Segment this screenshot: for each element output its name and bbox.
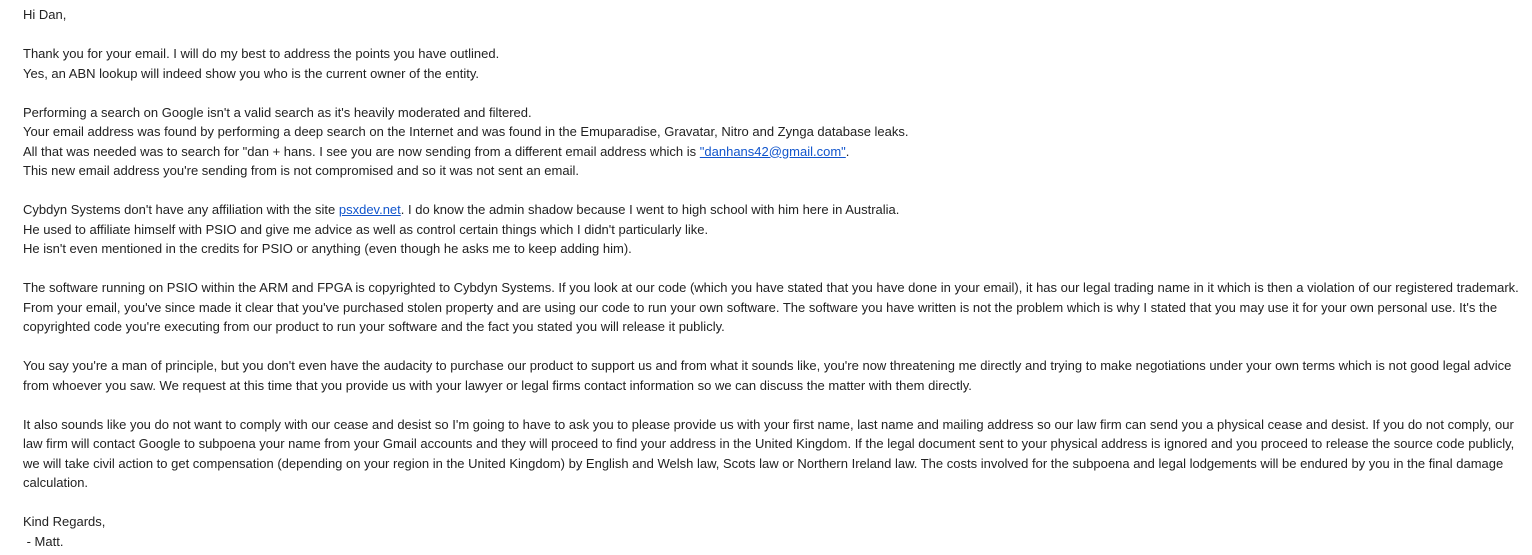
paragraph-3-line-3: He isn't even mentioned in the credits for PSIO or anything (even though he asks me to keep adding him). <box>23 241 632 256</box>
line-text: All that was needed was to search for "dan + hans. I see you are now sending from a different email address which is <box>23 143 700 159</box>
line-text: . <box>845 143 850 159</box>
paragraph-spacer <box>23 181 1523 201</box>
line-text: . I do know the admin shadow because I went to high school with him here in Australia. <box>400 202 900 217</box>
paragraph-1-line-2: Yes, an ABN lookup will indeed show you who is the current owner of the entity. <box>23 65 479 81</box>
paragraph-4: The software running on PSIO within the ARM and FPGA is copyrighted to Cybdyn Systems. If you look at our code (which you have stated that you have done in your email), it has our legal trading name in it which is then a violation of our registered trademark. From your email, you've since made it clear that you've purchased stolen property and are using our code to run your own software. The software you have written is not the problem which is why I stated that you may use it for your own personal use. It's the copyrighted code you're executing from our product to run your software and the fact you stated you will release it publicly. <box>23 280 1519 334</box>
paragraph-3-line-2: He used to affiliate himself with PSIO and give me advice as well as control certain things which I didn't particularly like. <box>23 221 709 237</box>
paragraph-spacer <box>23 83 1523 103</box>
paragraph-3-line-1 <box>23 200 1523 220</box>
greeting: Hi Dan, <box>23 7 67 22</box>
paragraph-6: It also sounds like you do not want to comply with our cease and desist so I'm going to have to ask you to please provide us with your first name, last name and mailing address so our law firm can send you a physical cease and desist. If you do not comply, our law firm will contact Google to subpoena your name from your Gmail accounts and they will proceed to find your address in the United Kingdom. If the legal document sent to your physical address is ignored and you proceed to release the source code publicly, we will take civil action to get compensation (depending on your region in the United Kingdom) by English and Welsh law, Scots law or Northern Ireland law. The costs involved for the subpoena and legal lodgements will be endured by you in the final damage calculation. <box>23 416 1515 490</box>
paragraph-2-line-4: This new email address you're sending from is not compromised and so it was not sent an email. <box>23 163 579 178</box>
paragraph-spacer <box>23 337 1523 357</box>
paragraph-5: You say you're a man of principle, but you don't even have the audacity to purchase our product to support us and from what it sounds like, you're now threatening me directly and trying to make negotiations under your own terms which is not good legal advice from whoever you saw. We request at this time that you provide us with your lawyer or legal firms contact information so we can discuss the matter with them directly. <box>23 358 1512 393</box>
line-text: Cybdyn Systems don't have any affiliation with the site <box>23 202 339 217</box>
paragraph-spacer <box>23 25 1523 45</box>
email-address-link[interactable]: "danhans42@gmail.com" <box>699 143 846 159</box>
paragraph-spacer <box>23 493 1523 513</box>
paragraph-2-line-3 <box>23 142 1523 162</box>
email-body <box>23 5 1523 551</box>
signoff: Kind Regards, <box>23 514 106 529</box>
signature: - Matt. <box>23 533 64 549</box>
paragraph-1-line-1: Thank you for your email. I will do my best to address the points you have outlined. <box>23 46 500 61</box>
paragraph-2-line-1: Performing a search on Google isn't a valid search as it's heavily moderated and filtered. <box>23 104 532 120</box>
paragraph-spacer <box>23 259 1523 279</box>
paragraph-2-line-2: Your email address was found by performing a deep search on the Internet and was found in the Emuparadise, Gravatar, Nitro and Zynga database leaks. <box>23 124 909 139</box>
paragraph-spacer <box>23 395 1523 415</box>
psxdev-link[interactable]: psxdev.net <box>338 202 401 217</box>
